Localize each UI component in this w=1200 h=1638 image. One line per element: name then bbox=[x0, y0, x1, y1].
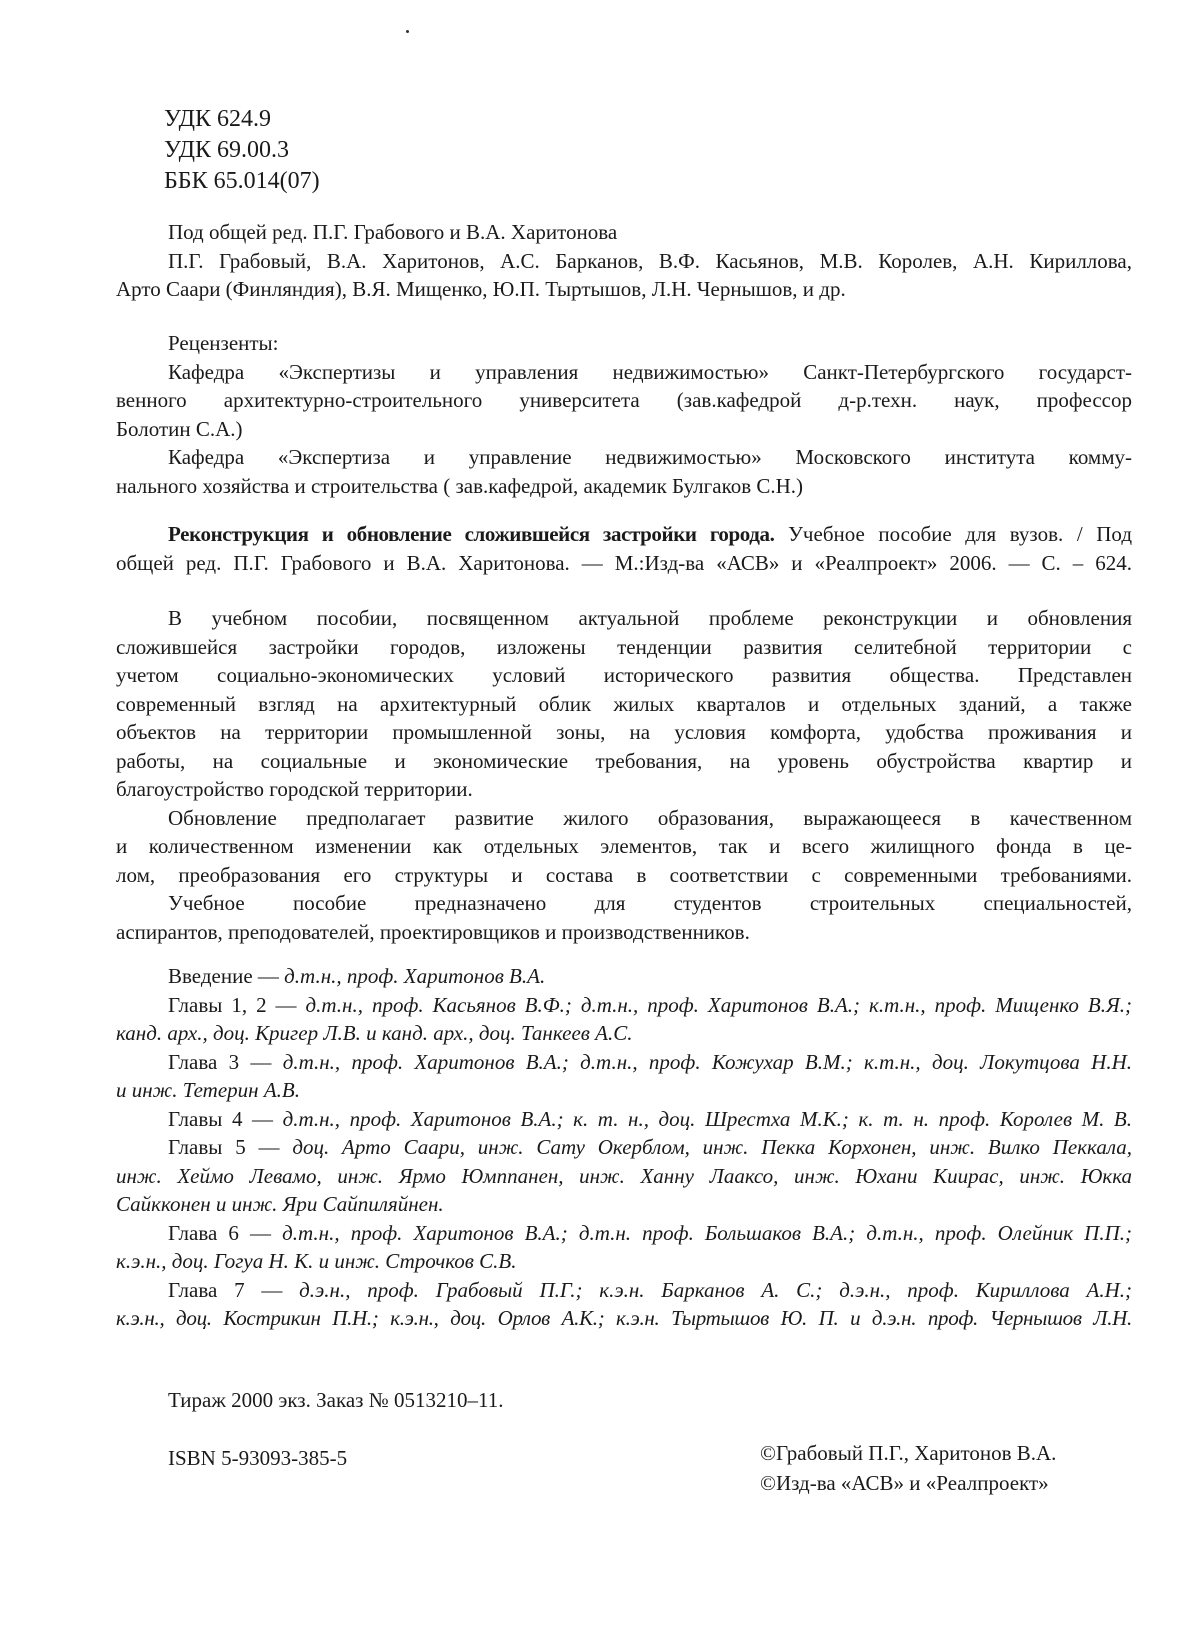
bibliography-block bbox=[116, 520, 1132, 577]
abstract-p1-line: сложившейся застройки городов, изложены тенденции развития селитебной территории с bbox=[116, 634, 1132, 659]
book-title: Реконструкция и обновление сложившейся застройки города. bbox=[168, 522, 775, 546]
abstract-p3-line: аспирантов, преподователей, проектировщиков и производственников. bbox=[116, 919, 750, 944]
abstract-p1-line: благоустройство городской территории. bbox=[116, 777, 473, 801]
contribution-ch7 bbox=[116, 1276, 1132, 1305]
abstract-p2-line: и количественном изменении как отдельных элементов, так и всего жилищного фонда в це- bbox=[116, 834, 1132, 858]
abstract-p3-line: Учебное пособие предназначено для студентов строительных специальностей, bbox=[168, 891, 1132, 915]
reviewer-2-line-1: Кафедра «Экспертиза и управление недвижимостью» Московского института комму- bbox=[168, 445, 1132, 469]
contribution-authors: д.т.н., проф. Харитонов В.А. bbox=[284, 964, 546, 988]
contribution-label: Введение — bbox=[168, 964, 285, 988]
contributions-block bbox=[116, 962, 1132, 1333]
bbk-code: ББК 65.014(07) bbox=[164, 168, 320, 194]
abstract-p2-line: Обновление предполагает развитие жилого образования, выражающееся в качественном bbox=[168, 805, 1132, 830]
print-run-block bbox=[116, 1386, 1132, 1415]
abstract-p1-line: современный взгляд на архитектурный облик жилых кварталов и отдельных зданий, а также bbox=[116, 691, 1132, 716]
bibliography-rest: Учебное пособие для вузов. / Под bbox=[774, 522, 1133, 546]
classification-block bbox=[164, 104, 564, 197]
contribution-label: Главы 4 — bbox=[168, 1106, 283, 1131]
contribution-ch3 bbox=[116, 1048, 1132, 1077]
udk-code-2: УДК 69.00.3 bbox=[164, 137, 289, 163]
contribution-label: Главы 5 — bbox=[168, 1135, 293, 1159]
contribution-intro bbox=[116, 962, 1132, 991]
abstract-p1-line: объектов на территории промышленной зоны, на условия комфорта, удобства проживания и bbox=[116, 720, 1132, 744]
contribution-ch5-cont: инж. Хеймо Левамо, инж. Ярмо Юмппанен, инж. Ханну Лааксо, инж. Юхани Киирас, инж. Юкка bbox=[116, 1163, 1132, 1188]
abstract-p1-line: работы, на социальные и экономические требования, на уровень обустройства квартир и bbox=[116, 748, 1132, 773]
contribution-label: Главы 1, 2 — bbox=[168, 992, 306, 1017]
authors-block bbox=[116, 218, 1132, 304]
contribution-label: Глава 7 — bbox=[168, 1277, 300, 1302]
contribution-authors: д.т.н., проф. Харитонов В.А.; к. т. н., доц. Шрестха М.К.; к. т. н. проф. Королев М. В. bbox=[282, 1106, 1133, 1131]
copyright-line-1: ©Грабовый П.Г., Харитонов В.А. bbox=[760, 1441, 1057, 1465]
print-run: Тираж 2000 экз. Заказ № 0513210–11. bbox=[168, 1388, 504, 1412]
reviewer-1-line-1: Кафедра «Экспертизы и управления недвижимостью» Санкт-Петербургского государст- bbox=[168, 359, 1132, 384]
reviewer-1-line-2: венного архитектурно-строительного университета (зав.кафедрой д-р.техн. наук, профессор bbox=[116, 388, 1132, 412]
isbn: ISBN 5-93093-385-5 bbox=[168, 1446, 348, 1470]
abstract-p1-line: учетом социально-экономических условий исторического развития общества. Представлен bbox=[116, 663, 1132, 687]
contribution-authors: д.т.н., проф. Харитонов В.А.; д.т.н. проф. Большаков В.А.; д.т.н., проф. Олейник П.П.; bbox=[282, 1220, 1132, 1245]
contribution-ch7-cont: к.э.н., доц. Кострикин П.Н.; к.э.н., доц. Орлов А.К.; к.э.н. Тыртышов Ю. П. и д.э.н. проф. Чернышов Л.Н. bbox=[116, 1306, 1132, 1330]
contribution-ch1-2 bbox=[116, 991, 1132, 1020]
contribution-ch6-cont: к.э.н., доц. Гогуа Н. К. и инж. Строчков С.В. bbox=[116, 1249, 517, 1273]
contribution-authors: доц. Арто Саари, инж. Сату Окерблом, инж. Пекка Корхонен, инж. Вилко Пеккала, bbox=[292, 1135, 1133, 1159]
contribution-ch4 bbox=[116, 1105, 1132, 1134]
reviewer-2-line-2: нального хозяйства и строительства ( зав.кафедрой, академик Булгаков С.Н.) bbox=[116, 473, 804, 498]
contribution-label: Глава 3 — bbox=[168, 1049, 283, 1074]
authors-line-1: П.Г. Грабовый, В.А. Харитонов, А.С. Барканов, В.Ф. Касьянов, М.В. Королев, А.Н. Кириллова, bbox=[168, 248, 1132, 273]
bibliography-line-2: общей ред. П.Г. Грабового и В.А. Харитонова. — М.:Изд-ва «АСВ» и «Реалпроект» 2006. — С. – 624. bbox=[116, 550, 1132, 575]
contribution-ch6 bbox=[116, 1219, 1132, 1248]
contribution-ch5 bbox=[116, 1133, 1132, 1162]
authors-line-2: Арто Саари (Финляндия), В.Я. Мищенко, Ю.П. Тыртышов, Л.Н. Чернышов, и др. bbox=[116, 277, 846, 301]
copyright-line-2: ©Изд-ва «АСВ» и «Реалпроект» bbox=[760, 1471, 1049, 1495]
abstract-block bbox=[116, 604, 1132, 946]
abstract-p2-line: лом, преобразования его структуры и состава в соответствии с современными требованиями. bbox=[116, 862, 1132, 887]
reviewers-block bbox=[116, 329, 1132, 500]
contribution-authors: д.э.н., проф. Грабовый П.Г.; к.э.н. Барканов А. С.; д.э.н., проф. Кириллова А.Н.; bbox=[299, 1277, 1132, 1302]
reviewers-heading: Рецензенты: bbox=[168, 331, 279, 355]
editors-line: Под общей ред. П.Г. Грабового и В.А. Харитонова bbox=[168, 220, 618, 244]
copyright-block bbox=[760, 1438, 1056, 1498]
contribution-ch5-cont: Сайкконен и инж. Яри Сайпиляйнен. bbox=[116, 1192, 444, 1216]
contribution-ch3-cont: и инж. Тетерин А.В. bbox=[116, 1078, 300, 1102]
contribution-label: Глава 6 — bbox=[168, 1220, 283, 1245]
contribution-authors: д.т.н., проф. Касьянов В.Ф.; д.т.н., проф. Харитонов В.А.; к.т.н., проф. Мищенко В.Я.; bbox=[305, 992, 1132, 1017]
contribution-authors: д.т.н., проф. Харитонов В.А.; д.т.н., проф. Кожухар В.М.; к.т.н., доц. Локутцова Н.Н. bbox=[282, 1049, 1133, 1074]
udk-code-1: УДК 624.9 bbox=[164, 106, 271, 132]
print-speck bbox=[406, 30, 409, 33]
bibliography-line-1 bbox=[116, 520, 1132, 549]
reviewer-1-line-3: Болотин С.А.) bbox=[116, 416, 243, 441]
abstract-p1-line: В учебном пособии, посвященном актуальной проблеме реконструкции и обновления bbox=[168, 606, 1132, 630]
contribution-ch1-2-cont: канд. арх., доц. Кригер Л.В. и канд. арх., доц. Танкеев А.С. bbox=[116, 1021, 633, 1045]
